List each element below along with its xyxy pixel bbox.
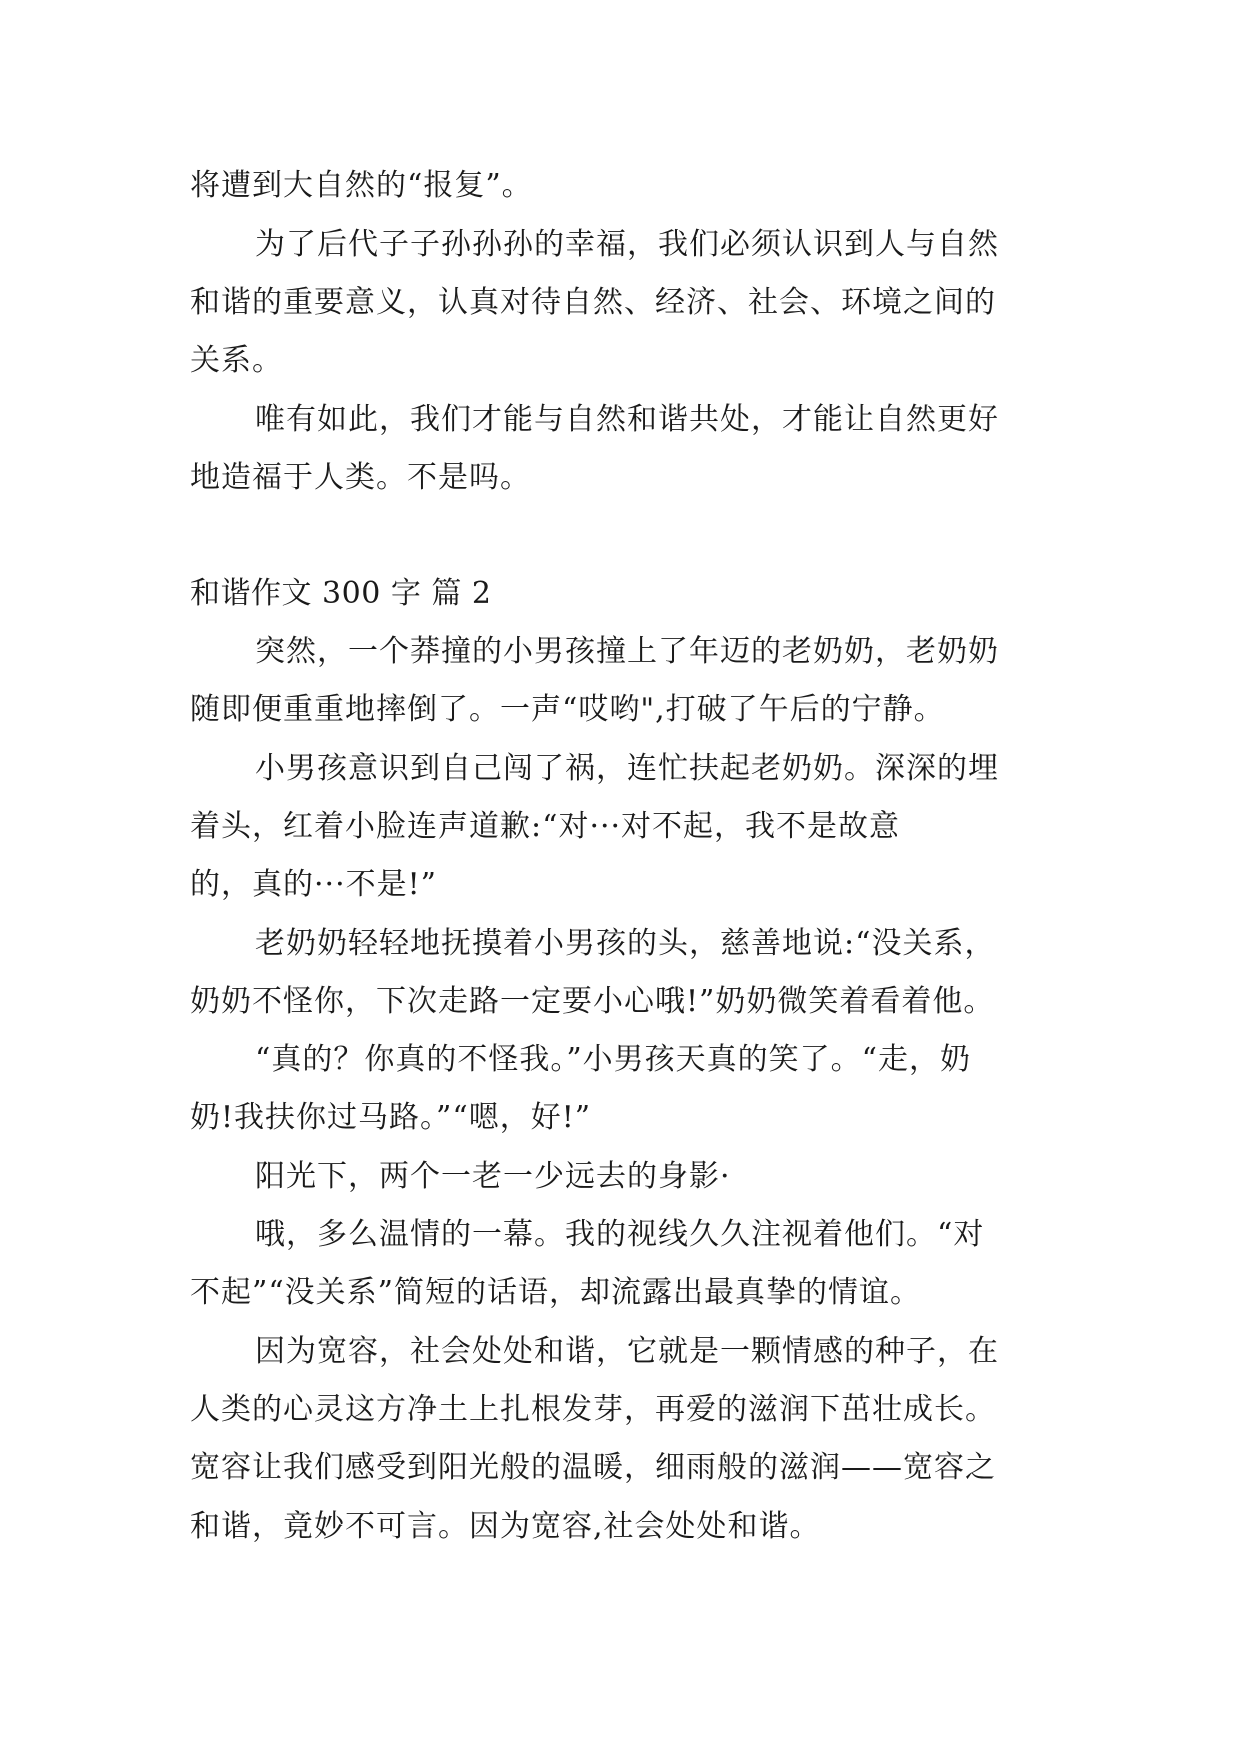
text-line: 唯有如此，我们才能与自然和谐共处，才能让自然更好 xyxy=(255,402,999,437)
text-line: 人类的心灵这方净土上扎根发芽，再爱的滋润下茁壮成长。 xyxy=(190,1392,996,1427)
text-line: 着头，红着小脸连声道歉:“对···对不起，我不是故意 xyxy=(190,809,901,844)
text-line: 为了后代子子孙孙孙的幸福，我们必须认识到人与自然 xyxy=(255,227,999,262)
text-line: 和谐的重要意义，认真对待自然、经济、社会、环境之间的 xyxy=(190,285,996,320)
text-line: 因为宽容，社会处处和谐，它就是一颗情感的种子，在 xyxy=(255,1334,999,1369)
text-line: 奶奶不怪你，下次走路一定要小心哦!”奶奶微笑着看着他。 xyxy=(190,984,995,1019)
text-line: 和谐，竟妙不可言。因为宽容,社会处处和谐。 xyxy=(190,1509,821,1544)
text-line: 宽容让我们感受到阳光般的温暖，细雨般的滋润——宽容之 xyxy=(190,1450,996,1485)
text-line: 的，真的···不是!” xyxy=(190,867,438,902)
text-line: 阳光下，两个一老一少远去的身影· xyxy=(255,1159,731,1194)
text-line: “真的？你真的不怪我。”小男孩天真的笑了。“走，奶 xyxy=(255,1042,972,1077)
text-line: 奶!我扶你过马路。”“嗯，好!” xyxy=(190,1100,592,1135)
text-line: 地造福于人类。不是吗。 xyxy=(190,460,531,495)
text-line: 小男孩意识到自己闯了祸，连忙扶起老奶奶。深深的埋 xyxy=(255,751,999,786)
text-line: 将遭到大自然的“报复”。 xyxy=(190,168,533,203)
text-line: 老奶奶轻轻地抚摸着小男孩的头，慈善地说:“没关系， xyxy=(255,926,996,961)
text-line: 哦，多么温情的一幕。我的视线久久注视着他们。“对 xyxy=(255,1217,985,1252)
section-heading: 和谐作文 300 字 篇 2 xyxy=(190,576,492,611)
text-line: 不起”“没关系”简短的话语，却流露出最真挚的情谊。 xyxy=(190,1275,922,1310)
text-line: 关系。 xyxy=(190,343,283,378)
text-line: 突然，一个莽撞的小男孩撞上了年迈的老奶奶，老奶奶 xyxy=(255,634,999,669)
text-line: 随即便重重地摔倒了。一声“哎哟",打破了午后的宁静。 xyxy=(190,692,945,727)
